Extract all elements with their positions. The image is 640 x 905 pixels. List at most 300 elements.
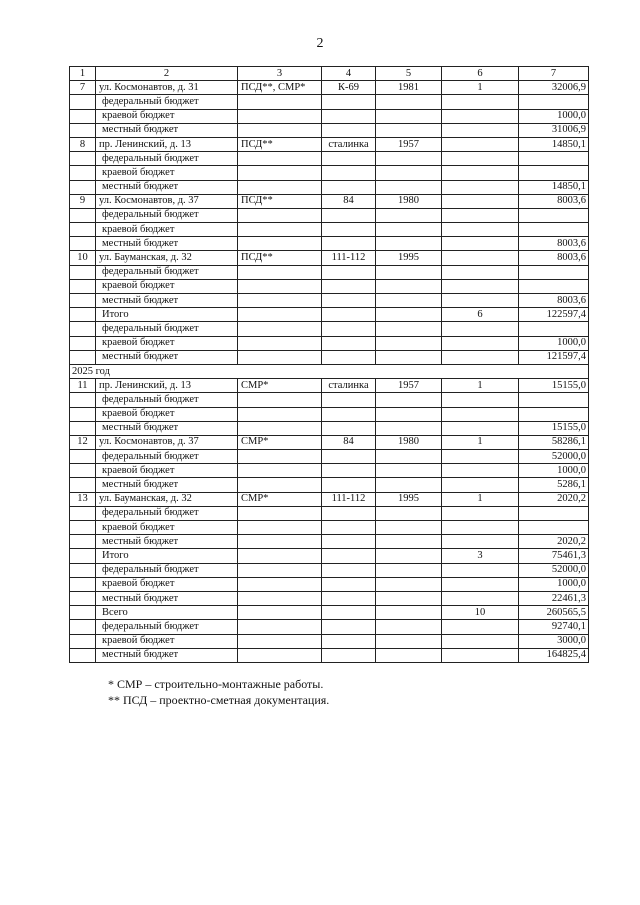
row-number-cell — [70, 152, 96, 166]
work-type-cell — [238, 152, 322, 166]
build-year-cell — [376, 223, 442, 237]
object-name-cell: местный бюджет — [96, 648, 238, 662]
work-type-cell — [238, 308, 322, 322]
count-cell — [442, 279, 519, 293]
work-type-cell — [238, 265, 322, 279]
build-year-cell — [376, 166, 442, 180]
amount-cell: 8003,6 — [519, 294, 589, 308]
building-series-cell — [322, 152, 376, 166]
work-type-cell — [238, 591, 322, 605]
build-year-cell — [376, 606, 442, 620]
column-number: 6 — [442, 67, 519, 81]
row-number-cell — [70, 336, 96, 350]
budget-row — [70, 322, 589, 336]
build-year-cell — [376, 421, 442, 435]
table-body — [70, 81, 589, 663]
count-cell: 10 — [442, 606, 519, 620]
build-year-cell — [376, 464, 442, 478]
work-type-cell: ПСД**, СМР* — [238, 81, 322, 95]
amount-cell — [519, 95, 589, 109]
work-type-cell: ПСД** — [238, 251, 322, 265]
count-cell — [442, 464, 519, 478]
building-series-cell — [322, 506, 376, 520]
object-name-cell: Итого — [96, 549, 238, 563]
object-name-cell: ул. Бауманская, д. 32 — [96, 251, 238, 265]
column-number: 7 — [519, 67, 589, 81]
budget-row — [70, 208, 589, 222]
amount-cell: 1000,0 — [519, 464, 589, 478]
work-type-cell: СМР* — [238, 435, 322, 449]
footnotes — [108, 676, 329, 708]
row-number-cell — [70, 521, 96, 535]
work-type-cell — [238, 450, 322, 464]
building-series-cell — [322, 336, 376, 350]
row-number-cell: 7 — [70, 81, 96, 95]
budget-row — [70, 180, 589, 194]
row-number-cell — [70, 350, 96, 364]
count-cell: 1 — [442, 492, 519, 506]
count-cell — [442, 95, 519, 109]
row-number-cell — [70, 180, 96, 194]
work-type-cell — [238, 464, 322, 478]
amount-cell: 5286,1 — [519, 478, 589, 492]
budget-row — [70, 606, 589, 620]
work-type-cell — [238, 506, 322, 520]
budget-row — [70, 620, 589, 634]
building-series-cell: 84 — [322, 194, 376, 208]
object-name-cell: федеральный бюджет — [96, 450, 238, 464]
building-series-cell — [322, 322, 376, 336]
building-series-cell — [322, 109, 376, 123]
amount-cell: 122597,4 — [519, 308, 589, 322]
build-year-cell — [376, 620, 442, 634]
amount-cell: 14850,1 — [519, 180, 589, 194]
build-year-cell — [376, 549, 442, 563]
build-year-cell: 1957 — [376, 379, 442, 393]
count-cell — [442, 506, 519, 520]
amount-cell: 2020,2 — [519, 535, 589, 549]
object-name-cell: ул. Космонавтов, д. 31 — [96, 81, 238, 95]
work-type-cell — [238, 350, 322, 364]
count-cell — [442, 393, 519, 407]
row-number-cell: 9 — [70, 194, 96, 208]
build-year-cell — [376, 563, 442, 577]
build-year-cell — [376, 265, 442, 279]
object-name-cell: местный бюджет — [96, 180, 238, 194]
building-series-cell: сталинка — [322, 379, 376, 393]
work-type-cell — [238, 95, 322, 109]
footnote-smr: * СМР – строительно-монтажные работы. — [108, 677, 324, 691]
work-type-cell — [238, 577, 322, 591]
count-cell — [442, 237, 519, 251]
object-name-cell: краевой бюджет — [96, 577, 238, 591]
build-year-cell — [376, 350, 442, 364]
build-year-cell — [376, 123, 442, 137]
budget-row — [70, 450, 589, 464]
amount-cell: 3000,0 — [519, 634, 589, 648]
count-cell — [442, 336, 519, 350]
count-cell — [442, 407, 519, 421]
build-year-cell — [376, 535, 442, 549]
building-series-cell: сталинка — [322, 137, 376, 151]
building-series-cell — [322, 620, 376, 634]
count-cell — [442, 152, 519, 166]
row-number-cell — [70, 407, 96, 421]
building-series-cell — [322, 350, 376, 364]
build-year-cell: 1981 — [376, 81, 442, 95]
build-year-cell — [376, 478, 442, 492]
work-type-cell — [238, 294, 322, 308]
work-type-cell: СМР* — [238, 379, 322, 393]
row-number-cell: 8 — [70, 137, 96, 151]
amount-cell — [519, 166, 589, 180]
amount-cell: 22461,3 — [519, 591, 589, 605]
page-number: 2 — [316, 36, 324, 51]
budget-row — [70, 563, 589, 577]
object-name-cell: федеральный бюджет — [96, 393, 238, 407]
budget-row — [70, 393, 589, 407]
build-year-cell: 1995 — [376, 251, 442, 265]
object-row — [70, 137, 589, 151]
object-name-cell: краевой бюджет — [96, 109, 238, 123]
count-cell — [442, 620, 519, 634]
amount-cell: 14850,1 — [519, 137, 589, 151]
work-type-cell — [238, 563, 322, 577]
build-year-cell — [376, 591, 442, 605]
row-number-cell — [70, 322, 96, 336]
count-cell — [442, 591, 519, 605]
work-type-cell — [238, 648, 322, 662]
budget-row — [70, 464, 589, 478]
work-type-cell — [238, 549, 322, 563]
building-series-cell: 111-112 — [322, 492, 376, 506]
count-cell — [442, 421, 519, 435]
column-number: 5 — [376, 67, 442, 81]
row-number-cell: 13 — [70, 492, 96, 506]
budget-row — [70, 336, 589, 350]
build-year-cell — [376, 577, 442, 591]
build-year-cell — [376, 506, 442, 520]
budget-row — [70, 166, 589, 180]
column-number: 1 — [70, 67, 96, 81]
amount-cell: 121597,4 — [519, 350, 589, 364]
count-cell — [442, 294, 519, 308]
object-row — [70, 492, 589, 506]
build-year-cell — [376, 322, 442, 336]
count-cell — [442, 251, 519, 265]
count-cell — [442, 577, 519, 591]
row-number-cell — [70, 279, 96, 293]
building-series-cell — [322, 308, 376, 322]
amount-cell: 1000,0 — [519, 109, 589, 123]
building-series-cell — [322, 237, 376, 251]
build-year-cell — [376, 336, 442, 350]
amount-cell: 32006,9 — [519, 81, 589, 95]
work-type-cell — [238, 421, 322, 435]
row-number-cell — [70, 535, 96, 549]
build-year-cell — [376, 393, 442, 407]
object-name-cell: федеральный бюджет — [96, 620, 238, 634]
budget-row — [70, 123, 589, 137]
row-number-cell — [70, 563, 96, 577]
row-number-cell — [70, 506, 96, 520]
building-series-cell — [322, 591, 376, 605]
object-name-cell: краевой бюджет — [96, 336, 238, 350]
row-number-cell — [70, 294, 96, 308]
build-year-cell — [376, 308, 442, 322]
budget-row — [70, 109, 589, 123]
row-number-cell — [70, 591, 96, 605]
building-series-cell: К-69 — [322, 81, 376, 95]
building-series-cell — [322, 279, 376, 293]
build-year-cell — [376, 95, 442, 109]
column-number: 2 — [96, 67, 238, 81]
building-series-cell — [322, 478, 376, 492]
build-year-cell — [376, 450, 442, 464]
build-year-cell — [376, 208, 442, 222]
count-cell — [442, 208, 519, 222]
building-series-cell — [322, 180, 376, 194]
year-section-row — [70, 364, 589, 378]
building-series-cell — [322, 606, 376, 620]
budget-row — [70, 265, 589, 279]
amount-cell: 260565,5 — [519, 606, 589, 620]
building-series-cell — [322, 521, 376, 535]
budget-row — [70, 521, 589, 535]
budget-row — [70, 634, 589, 648]
object-name-cell: пр. Ленинский, д. 13 — [96, 379, 238, 393]
row-number-cell — [70, 421, 96, 435]
object-name-cell: краевой бюджет — [96, 521, 238, 535]
row-number-cell — [70, 166, 96, 180]
building-series-cell — [322, 166, 376, 180]
budget-row — [70, 95, 589, 109]
build-year-cell — [376, 407, 442, 421]
column-number: 4 — [322, 67, 376, 81]
work-type-cell — [238, 521, 322, 535]
budget-row — [70, 279, 589, 293]
count-cell — [442, 137, 519, 151]
work-type-cell: ПСД** — [238, 194, 322, 208]
row-number-cell — [70, 606, 96, 620]
count-cell — [442, 194, 519, 208]
building-series-cell — [322, 208, 376, 222]
build-year-cell: 1980 — [376, 194, 442, 208]
work-type-cell: СМР* — [238, 492, 322, 506]
amount-cell: 1000,0 — [519, 577, 589, 591]
budget-row — [70, 152, 589, 166]
budget-row — [70, 237, 589, 251]
row-number-cell: 11 — [70, 379, 96, 393]
row-number-cell — [70, 237, 96, 251]
count-cell — [442, 180, 519, 194]
object-name-cell: Итого — [96, 308, 238, 322]
row-number-cell — [70, 95, 96, 109]
object-name-cell: ул. Космонавтов, д. 37 — [96, 435, 238, 449]
building-series-cell — [322, 450, 376, 464]
amount-cell: 52000,0 — [519, 563, 589, 577]
building-series-cell — [322, 648, 376, 662]
build-year-cell — [376, 152, 442, 166]
count-cell — [442, 350, 519, 364]
build-year-cell — [376, 279, 442, 293]
budget-row — [70, 421, 589, 435]
amount-cell — [519, 521, 589, 535]
row-number-cell — [70, 464, 96, 478]
count-cell: 3 — [442, 549, 519, 563]
amount-cell — [519, 322, 589, 336]
amount-cell — [519, 506, 589, 520]
object-name-cell: ул. Космонавтов, д. 37 — [96, 194, 238, 208]
row-number-cell — [70, 620, 96, 634]
count-cell — [442, 265, 519, 279]
amount-cell — [519, 393, 589, 407]
count-cell — [442, 123, 519, 137]
object-name-cell: местный бюджет — [96, 535, 238, 549]
count-cell — [442, 166, 519, 180]
amount-cell: 75461,3 — [519, 549, 589, 563]
amount-cell: 8003,6 — [519, 251, 589, 265]
amount-cell: 58286,1 — [519, 435, 589, 449]
object-name-cell: пр. Ленинский, д. 13 — [96, 137, 238, 151]
count-cell — [442, 563, 519, 577]
amount-cell: 164825,4 — [519, 648, 589, 662]
work-type-cell — [238, 336, 322, 350]
object-name-cell: федеральный бюджет — [96, 265, 238, 279]
building-series-cell — [322, 549, 376, 563]
building-series-cell — [322, 265, 376, 279]
build-year-cell — [376, 521, 442, 535]
amount-cell — [519, 279, 589, 293]
work-type-cell — [238, 279, 322, 293]
column-number-row — [70, 67, 589, 81]
year-section-label: 2025 год — [70, 364, 589, 378]
amount-cell — [519, 208, 589, 222]
work-type-cell: ПСД** — [238, 137, 322, 151]
count-cell — [442, 521, 519, 535]
object-name-cell: краевой бюджет — [96, 407, 238, 421]
budget-row — [70, 648, 589, 662]
budget-row — [70, 535, 589, 549]
budget-row — [70, 591, 589, 605]
row-number-cell: 10 — [70, 251, 96, 265]
build-year-cell: 1957 — [376, 137, 442, 151]
row-number-cell — [70, 549, 96, 563]
amount-cell — [519, 223, 589, 237]
row-number-cell — [70, 123, 96, 137]
build-year-cell — [376, 237, 442, 251]
object-name-cell: местный бюджет — [96, 421, 238, 435]
object-name-cell: федеральный бюджет — [96, 208, 238, 222]
work-type-cell — [238, 223, 322, 237]
budget-row — [70, 223, 589, 237]
building-series-cell — [322, 421, 376, 435]
object-name-cell: местный бюджет — [96, 350, 238, 364]
row-number-cell — [70, 308, 96, 322]
building-series-cell — [322, 464, 376, 478]
building-series-cell — [322, 95, 376, 109]
row-number-cell — [70, 223, 96, 237]
work-type-cell — [238, 237, 322, 251]
work-type-cell — [238, 180, 322, 194]
amount-cell — [519, 407, 589, 421]
count-cell: 1 — [442, 81, 519, 95]
budget-row — [70, 478, 589, 492]
object-name-cell: краевой бюджет — [96, 223, 238, 237]
count-cell — [442, 478, 519, 492]
work-type-cell — [238, 478, 322, 492]
object-row — [70, 251, 589, 265]
work-type-cell — [238, 322, 322, 336]
object-row — [70, 435, 589, 449]
row-number-cell — [70, 450, 96, 464]
work-type-cell — [238, 634, 322, 648]
work-type-cell — [238, 166, 322, 180]
amount-cell: 15155,0 — [519, 379, 589, 393]
row-number-cell — [70, 265, 96, 279]
row-number-cell — [70, 478, 96, 492]
work-type-cell — [238, 123, 322, 137]
count-cell: 6 — [442, 308, 519, 322]
building-series-cell — [322, 563, 376, 577]
object-name-cell: федеральный бюджет — [96, 152, 238, 166]
amount-cell: 31006,9 — [519, 123, 589, 137]
amount-cell: 8003,6 — [519, 194, 589, 208]
building-series-cell — [322, 294, 376, 308]
object-name-cell: местный бюджет — [96, 237, 238, 251]
build-year-cell — [376, 294, 442, 308]
object-name-cell: краевой бюджет — [96, 166, 238, 180]
budget-row — [70, 577, 589, 591]
work-type-cell — [238, 109, 322, 123]
amount-cell: 8003,6 — [519, 237, 589, 251]
budget-table — [69, 66, 589, 663]
row-number-cell — [70, 634, 96, 648]
build-year-cell: 1995 — [376, 492, 442, 506]
work-type-cell — [238, 606, 322, 620]
object-name-cell: местный бюджет — [96, 294, 238, 308]
building-series-cell — [322, 535, 376, 549]
object-name-cell: местный бюджет — [96, 591, 238, 605]
row-number-cell — [70, 648, 96, 662]
footnote-psd: ** ПСД – проектно-сметная документация. — [108, 693, 330, 707]
object-name-cell: местный бюджет — [96, 478, 238, 492]
amount-cell — [519, 152, 589, 166]
row-number-cell — [70, 393, 96, 407]
object-name-cell: федеральный бюджет — [96, 506, 238, 520]
budget-row — [70, 308, 589, 322]
build-year-cell — [376, 634, 442, 648]
object-row — [70, 81, 589, 95]
object-name-cell: краевой бюджет — [96, 464, 238, 478]
budget-row — [70, 506, 589, 520]
building-series-cell — [322, 123, 376, 137]
amount-cell: 1000,0 — [519, 336, 589, 350]
work-type-cell — [238, 407, 322, 421]
building-series-cell: 84 — [322, 435, 376, 449]
building-series-cell — [322, 407, 376, 421]
object-name-cell: федеральный бюджет — [96, 563, 238, 577]
work-type-cell — [238, 208, 322, 222]
object-name-cell: местный бюджет — [96, 123, 238, 137]
object-name-cell: федеральный бюджет — [96, 95, 238, 109]
count-cell — [442, 322, 519, 336]
budget-row — [70, 407, 589, 421]
object-row — [70, 194, 589, 208]
building-series-cell — [322, 393, 376, 407]
row-number-cell — [70, 577, 96, 591]
row-number-cell — [70, 208, 96, 222]
